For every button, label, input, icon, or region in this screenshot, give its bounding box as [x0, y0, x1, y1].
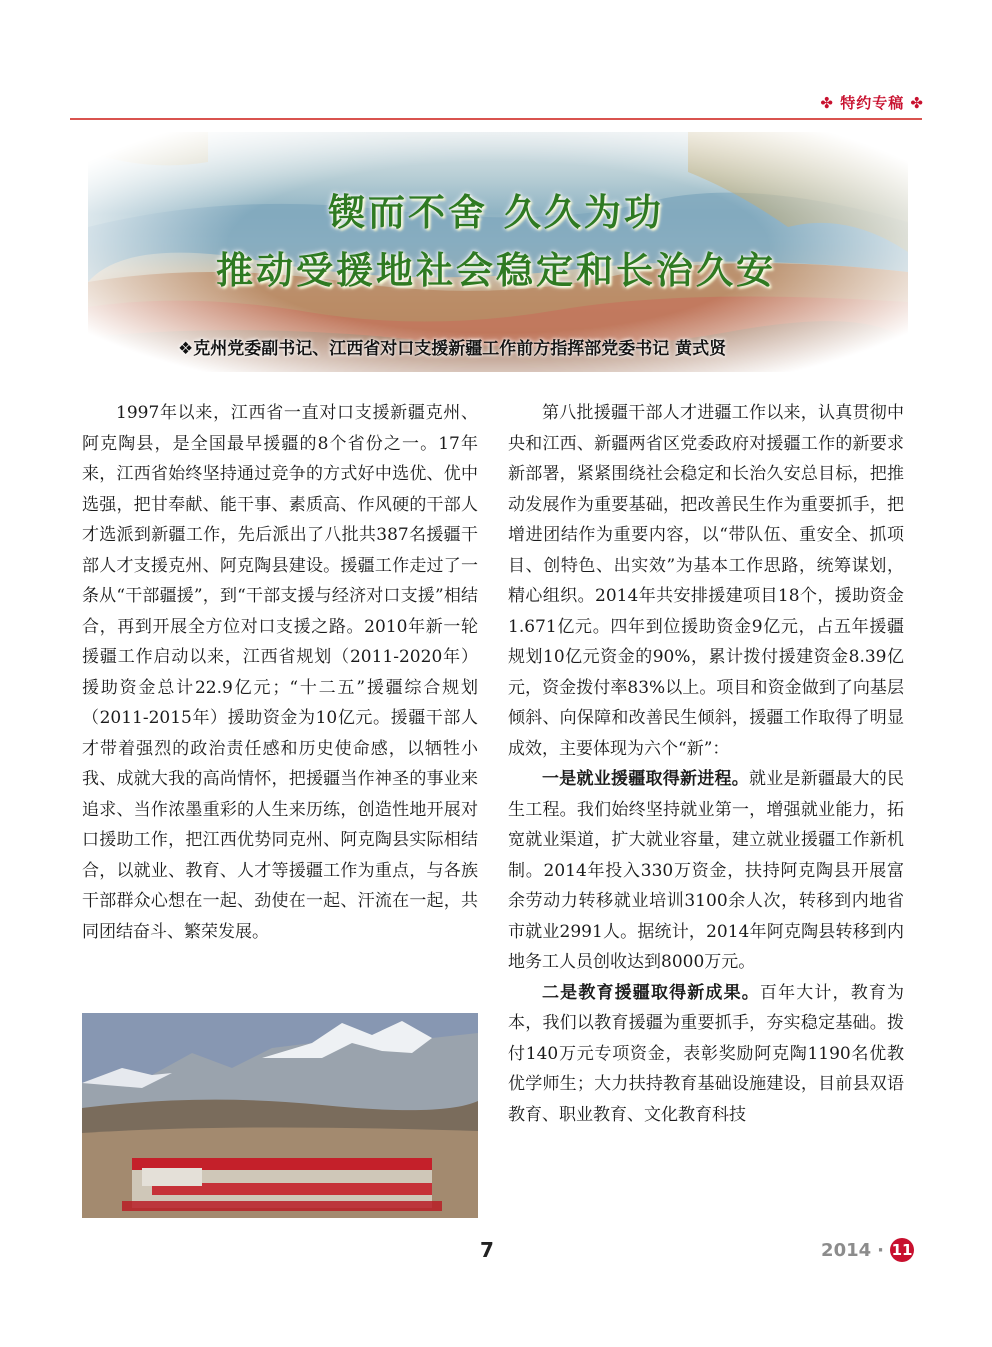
left-paragraph: 1997年以来，江西省一直对口支援新疆克州、阿克陶县，是全国最早援疆的8个省份之一。17年来，江西省始终坚持通过竞争的方式好中选优、优中选强，把甘奉献、能干事、素质高、作风硬的干部人才选派到新疆工作，先后派出了八批共387名援疆干部人才支援克州、阿克陶县建设。援疆工作走过了一条从“干部疆援”，到“干部支援与经济对口支援”相结合，再到开展全方位对口支援之路。2010年新一轮援疆工作启动以来，江西省规划（2011-2020年）援助资金总计22.9亿元；“十二五”援疆综合规划（2011-2015年）援助资金为10亿元。援疆干部人才带着强烈的政治责任感和历史使命感，以牺牲小我、成就大我的高尚情怀，把援疆当作神圣的事业来追求、当作浓墨重彩的人生来历练，创造性地开展对口援助工作，把江西优势同克州、阿克陶县实际相结合，以就业、教育、人才等援疆工作为重点，与各族干部群众心想在一起、劲使在一起、汗流在一起，共同团结奋斗、繁荣发展。: [82, 403, 478, 942]
article-author: ❖克州党委副书记、江西省对口支援新疆工作前方指挥部党委书记 黄式贤: [178, 339, 727, 359]
page-number: 7: [480, 1238, 494, 1262]
issue-year: 2014: [821, 1239, 872, 1261]
right-paragraph-2: [508, 764, 904, 978]
education-heading: 二是教育援疆取得新成果。: [542, 982, 760, 1003]
right-paragraph-1: 第八批援疆干部人才进疆工作以来，认真贯彻中央和江西、新疆两省区党委政府对援疆工作的新要求新部署，紧紧围绕社会稳定和长治久安总目标，把推动发展作为重要基础，把改善民生作为重要抓手，把增进团结作为重要内容，以“带队伍、重安全、抓项目、创特色、出实效”为基本工作思路，统筹谋划，精心组织。2014年共安排援建项目18个，援助资金1.671亿元。四年到位援助资金9亿元，占五年援疆规划10亿元资金的90%，累计拨付援建资金8.39亿元，资金拨付率83%以上。项目和资金做到了向基层倾斜、向保障和改善民生倾斜，援疆工作取得了明显成效，主要体现为六个“新”：: [508, 403, 904, 759]
employment-heading: 一是就业援疆取得新进程。: [542, 769, 749, 789]
right-paragraph-3: [508, 978, 904, 1131]
issue-label: [821, 1238, 914, 1262]
village-photo: [82, 1013, 478, 1218]
issue-separator: ·: [877, 1239, 884, 1261]
issue-month-badge: 11: [890, 1238, 914, 1262]
article-title-line-1: 锲而不舍 久久为功: [328, 191, 664, 234]
header-divider: [70, 118, 922, 120]
article-title-line-2: 推动受援地社会稳定和长治久安: [216, 249, 776, 292]
left-column: [82, 398, 478, 947]
right-column: [508, 398, 904, 1130]
section-tag: ✤ 特约专稿 ✤: [820, 94, 924, 112]
employment-body: 就业是新疆最大的民生工程。我们始终坚持就业第一，增强就业能力，拓宽就业渠道，扩大就业容量，建立就业援疆工作新机制。2014年投入330万资金，扶持阿克陶县开展富余劳动力转移就业培训3100余人次，转移到内地省市就业2991人。据统计，2014年阿克陶县转移到内地务工人员创收达到8000万元。: [508, 769, 904, 972]
education-body: 百年大计，教育为本，我们以教育援疆为重要抓手，夯实稳定基础。拨付140万元专项资金，表彰奖励阿克陶1190名优教优学师生；大力扶持教育基础设施建设，目前县双语教育、职业教育、文化教育科技: [508, 982, 905, 1125]
